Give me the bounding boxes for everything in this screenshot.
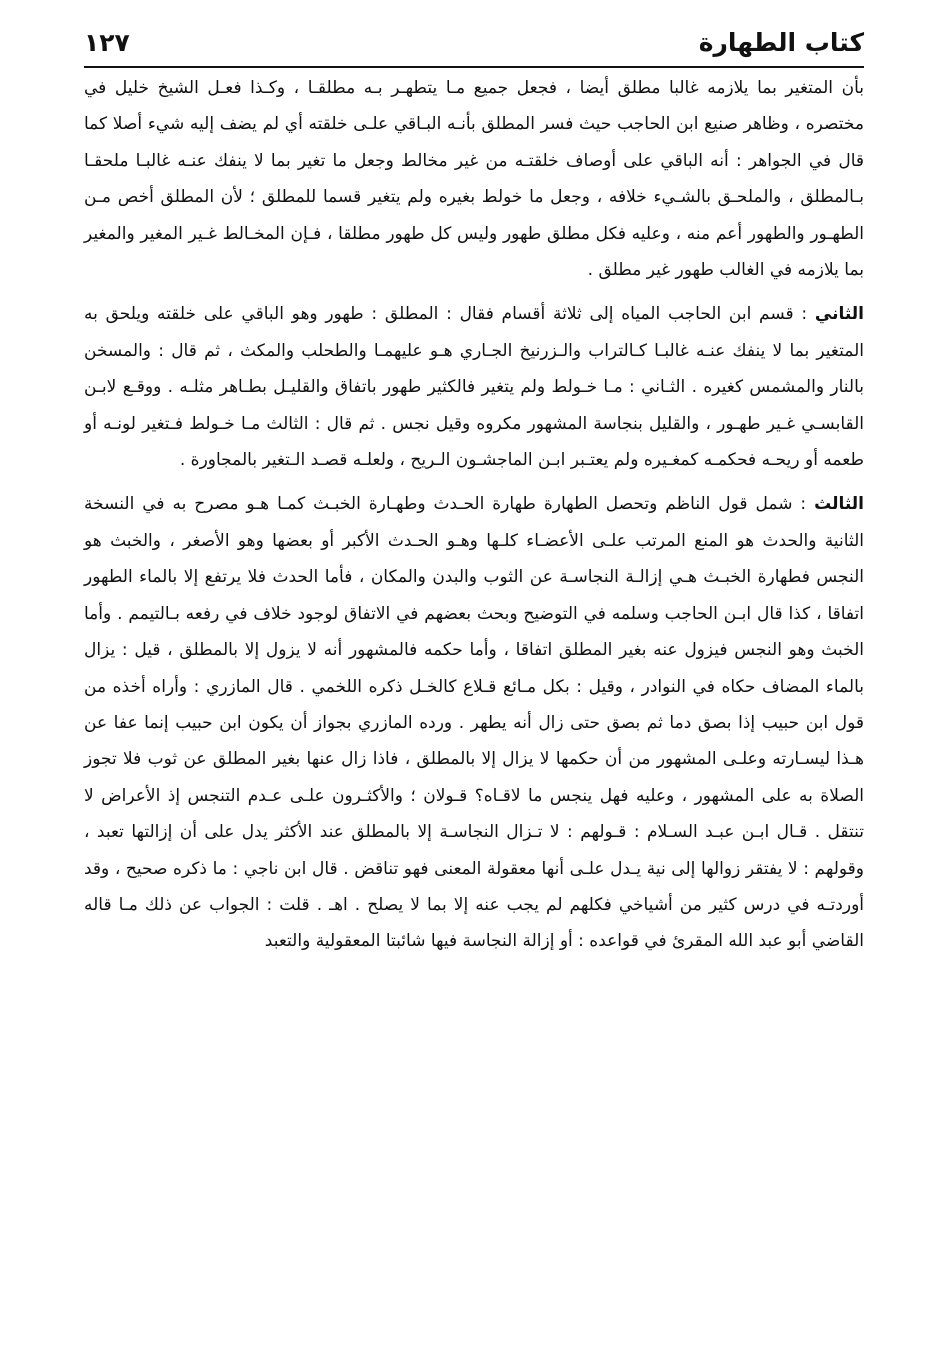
body-text bbox=[84, 70, 864, 960]
paragraph-2-heading: الثاني bbox=[814, 304, 864, 325]
page-number: ١٢٧ bbox=[84, 28, 130, 57]
paragraph-1-text: بأن المتغير بما يلازمه غالبا مطلق أيضا ، فجعل جميع مـا يتطهـر بـه مطلقـا ، وكـذا فعـل الشيخ خليل في مختصره ، وظاهر صنيع ابن الحاجب حيث فسر المطلق بأنـه البـاقي علـى خلقته أي لم يضف إليه شيء أصلا كما قال في الجواهر : أنه الباقي على أوصاف خلقتـه من غير مخالط وجعل ما تغير بما لا ينفك عنـه غالبـا ملحقـا بـالمطلق ، والملحـق بالشـيء خلافه ، وجعل ما خولط بغيره ولم يتغير قسما للمطلق ؛ لأن المطلق أخص مـن الطهـور والطهور أعم منه ، وعليه فكل مطلق طهور وليس كل طهور مطلقا ، فـإن المخـالط غـير المغير والمغير بما يلازمه في الغالب طهور غير مطلق . bbox=[84, 78, 864, 281]
paragraph-2-text: : قسم ابن الحاجب المياه إلى ثلاثة أقسام فقال : المطلق : طهور وهو الباقي على خلقته ويلحق به المتغير بما لا ينفك عنـه غالبـا كـالتراب والـزرنيخ الجـاري هـو عليهمـا والطحلب والمكث ، ثم قال : والمسخن بالنار والمشمس كغيره . الثـاني : مـا خـولط ولم يتغير فالكثير طهور باتفاق والقليـل بطـاهر مثلـه . ووقـع لابـن القابسـي غـير طهـور ، والقليل بنجاسة المشهور مكروه وقيل نجس . ثم قال : الثالث مـا خـولط فـتغير لونـه أو طعمه أو ريحـه فحكمـه كمغـيره ولم يعتـبر ابـن الماجشـون الـريح ، ولعلـه قصـد الـتغير بالمجاورة . bbox=[84, 304, 864, 471]
paragraph-2 bbox=[84, 296, 864, 478]
paragraph-3-text: : شمل قول الناظم وتحصل الطهارة طهارة الحـدث وطهـارة الخبـث كمـا هـو مصرح به في النسخة الثانية والحدث هو المنع المرتب علـى الأعضـاء كلـها وهـو الحـدث الأكبر أو بعضها وهو الأصغر ، والخبث هو النجس فطهارة الخبـث هـي إزالـة النجاسـة عن الثوب والبدن والمكان ، فأما الحدث فلا يرتفع إلا بالماء الطهور اتفاقا ، كذا قال ابـن الحاجب وسلمه في التوضيح وبحث بعضهم في الاتفاق لوجود خلاف في رفعه بـالتيمم . وأما الخبث وهو النجس فيزول عنه بغير المطلق اتفاقا ، وأما حكمه فالمشهور أنه لا يزول إلا بالمطلق ، قيل : يزال بالماء المضاف حكاه في النوادر ، وقيل : بكل مـائع قـلاع كالخـل ذكره اللخمي . قال المازري : وأراه أخذه من قول ابن حبيب إذا بصق دما ثم بصق حتى زال أنه يطهر . ورده المازري بجواز أن يكون ابن حبيب إنما عفا عن هـذا ليسـارته وعلـى المشهور من أن حكمها لا يزال إلا بالمطلق ، فاذا زال عنها بغير المطلق عن ثوب فلا تجوز الصلاة به على المشهور ، وعليه فهل ينجس ما لاقـاه؟ قـولان ؛ والأكثـرون علـى عـدم التنجس إذ الأعراض لا تنتقل . قـال ابـن عبـد السـلام : قـولهم : لا تـزال النجاسـة إلا بالمطلق عند الأكثر يدل على أن إزالتها تعبد ، وقولهم : لا يفتقر زوالها إلى نية يـدل علـى أنها معقولة المعنى فهو تناقض . قال ابن ناجي : ما ذكره صحيح ، وقد أوردتـه في درس كثير من أشياخي فكلهم لم يجب عنه إلا بما لا يصلح . اهـ . قلت : الجواب عن ذلك مـا قاله القاضي أبو عبد الله المقرئ في قواعده : أو إزالة النجاسة فيها شائبتا المعقولية والتعبد bbox=[84, 494, 864, 952]
paragraph-3-heading: الثالث bbox=[814, 494, 864, 515]
header-rule bbox=[84, 66, 864, 68]
page-header bbox=[84, 28, 864, 64]
paragraph-3 bbox=[84, 486, 864, 959]
running-title: كتاب الطهارة bbox=[698, 28, 864, 57]
paragraph-1 bbox=[84, 70, 864, 288]
book-page bbox=[84, 28, 864, 1318]
